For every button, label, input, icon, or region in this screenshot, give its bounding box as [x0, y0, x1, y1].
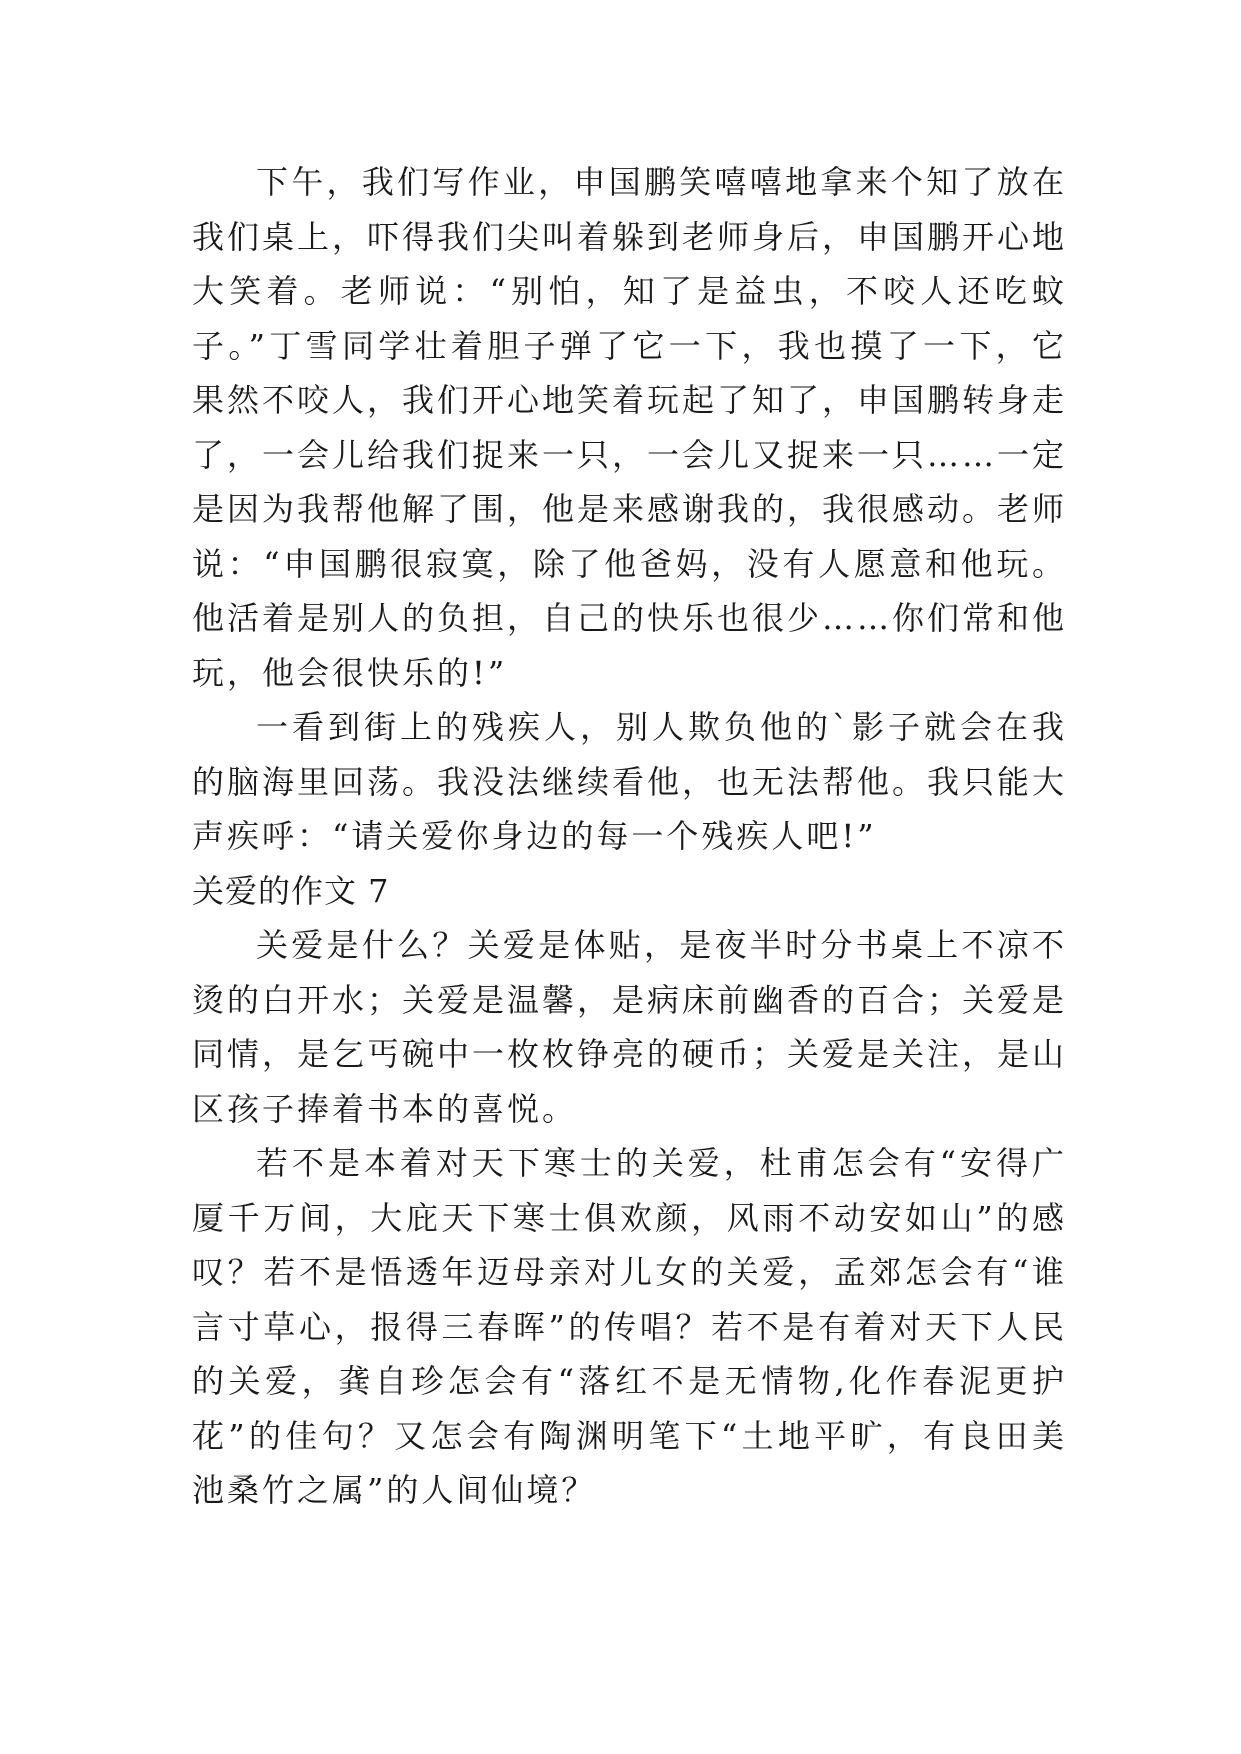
- paragraph: 关爱是什么？关爱是体贴，是夜半时分书桌上不凉不烫的白开水；关爱是温馨，是病床前幽香的百合；关爱是同情，是乞丐碗中一枚枚铮亮的硬币；关爱是关注，是山区孩子捧着书本的喜悦。: [192, 926, 1068, 1128]
- paragraph: 一看到街上的残疾人，别人欺负他的`影子就会在我的脑海里回荡。我没法继续看他，也无法帮他。我只能大声疾呼：“请关爱你身边的每一个残疾人吧!”: [192, 708, 1068, 855]
- document-body: [192, 155, 1067, 1518]
- paragraph: 下午，我们写作业，申国鹏笑嘻嘻地拿来个知了放在我们桌上，吓得我们尖叫着躲到老师身后，申国鹏开心地大笑着。老师说：“别怕，知了是益虫，不咬人还吃蚊子。”丁雪同学壮着胆子弹了它一下，我也摸了一下，它果然不咬人，我们开心地笑着玩起了知了，申国鹏转身走了，一会儿给我们捉来一只，一会儿又捉来一只……一定是因为我帮他解了围，他是来感谢我的，我很感动。老师说：“申国鹏很寂寞，除了他爸妈，没有人愿意和他玩。他活着是别人的负担，自己的快乐也很少……你们常和他玩，他会很快乐的!”: [192, 163, 1068, 692]
- paragraph: 若不是本着对天下寒士的关爱，杜甫怎会有“安得广厦千万间，大庇天下寒士俱欢颜，风雨不动安如山”的感叹？若不是悟透年迈母亲对儿女的关爱，孟郊怎会有“谁言寸草心，报得三春晖”的传唱？若不是有着对天下人民的关爱，龚自珍怎会有“落红不是无情物,化作春泥更护花”的佳句？又怎会有陶渊明笔下“土地平旷，有良田美池桑竹之属”的人间仙境？: [192, 1144, 1067, 1509]
- section-title: 关爱的作文 7: [192, 871, 390, 910]
